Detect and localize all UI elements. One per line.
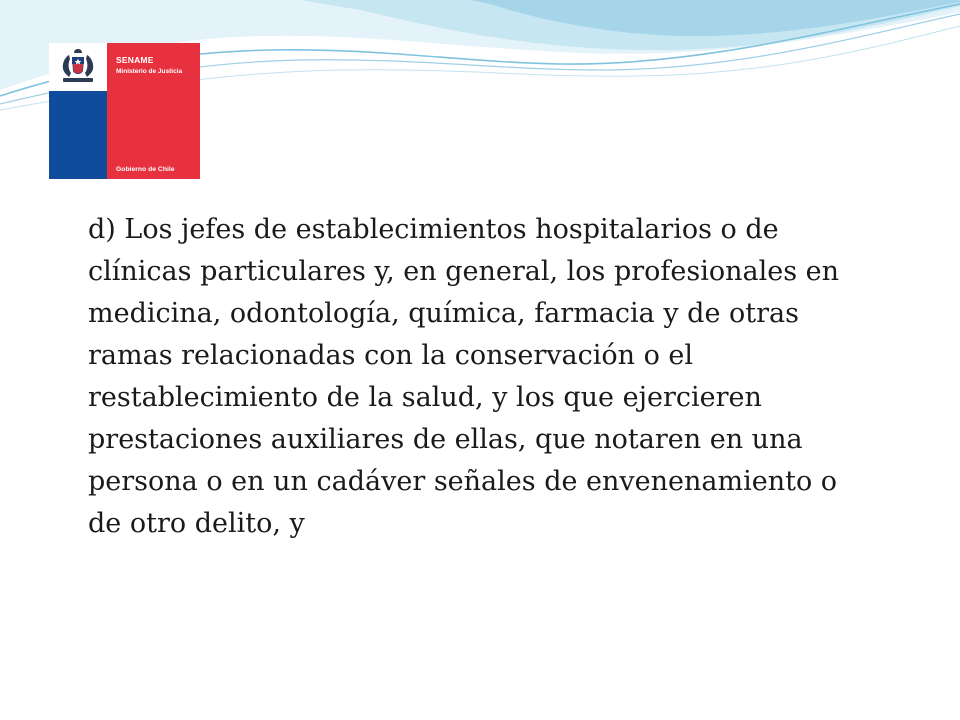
logo-red-block bbox=[107, 43, 200, 179]
body-line: ramas relacionadas con la conservación o el bbox=[88, 340, 694, 371]
body-line: medicina, odontología, química, farmacia y de otras bbox=[88, 298, 799, 329]
body-line: restablecimiento de la salud, y los que ejercieren bbox=[88, 382, 762, 413]
logo-name: SENAME bbox=[116, 55, 154, 65]
body-line: clínicas particulares y, en general, los profesionales en bbox=[88, 256, 840, 287]
chile-coat-of-arms-icon bbox=[55, 47, 101, 87]
slide-body-text bbox=[88, 209, 888, 545]
logo-white-block bbox=[49, 43, 107, 91]
body-line: persona o en un cadáver señales de envenenamiento o bbox=[88, 466, 838, 497]
body-line: prestaciones auxiliares de ellas, que notaren en una bbox=[88, 424, 803, 455]
sename-logo bbox=[49, 43, 200, 179]
body-line: de otro delito, y bbox=[88, 508, 305, 539]
logo-government: Gobierno de Chile bbox=[116, 166, 175, 173]
logo-flag-column bbox=[49, 43, 107, 179]
logo-blue-block bbox=[49, 91, 107, 179]
logo-subtitle: Ministerio de Justicia bbox=[116, 68, 183, 75]
body-line: d) Los jefes de establecimientos hospitalarios o de bbox=[88, 214, 779, 245]
